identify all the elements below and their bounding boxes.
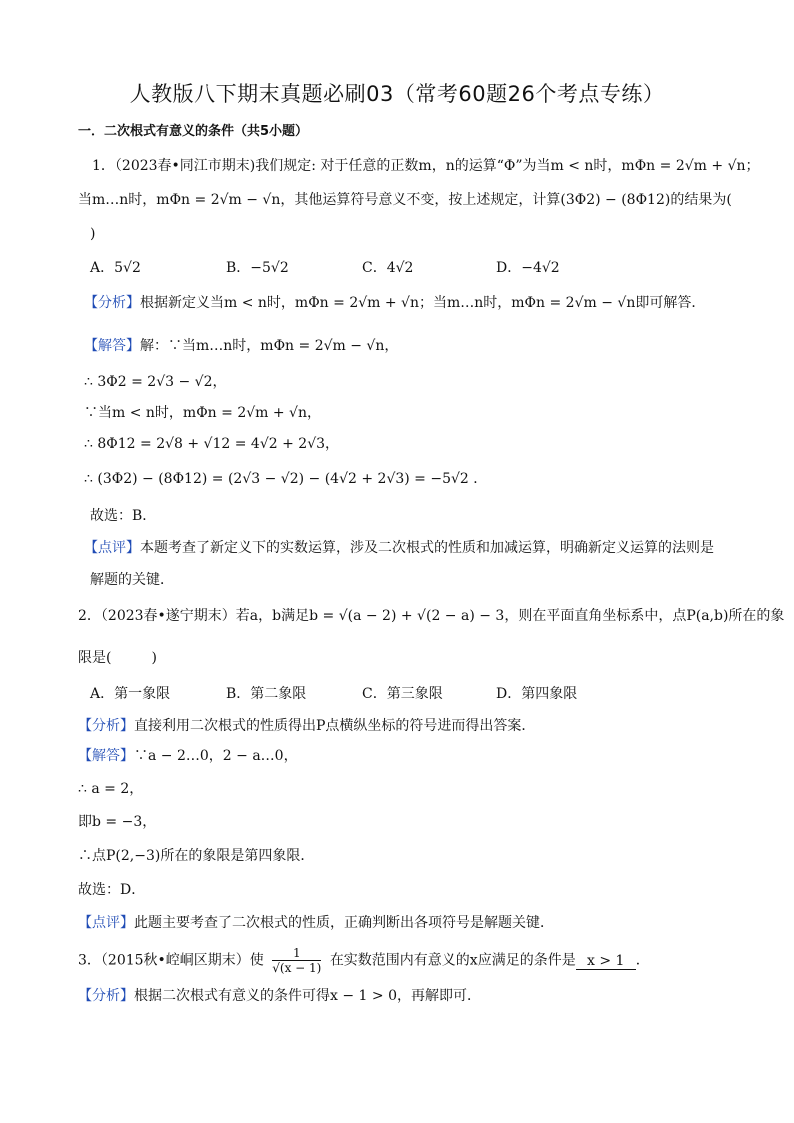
page-title: 人教版八下期末真题必刷03（常考60题26个考点专练）: [129, 82, 665, 106]
q2-analysis: [78, 716, 535, 736]
q2-solution-line4: ∴点P(2,−3)所在的象限是第四象限．: [78, 848, 315, 864]
q3-stem-end: ．: [635, 952, 650, 969]
q3-analysis: [78, 986, 481, 1006]
solution-tag: 【解答】: [84, 338, 140, 354]
q2-comment-text: 此题主要考查了二次根式的性质，正确判断出各项符号是解题关键．: [134, 915, 554, 931]
q2-option-a: A．第一象限: [90, 686, 171, 702]
analysis-tag: 【分析】: [78, 988, 134, 1004]
q1-stem-line1: 1．（2023春•同江市期末)我们规定: 对于任意的正数m，n的运算“Φ”为当m < n时，mΦn = 2√m + √n；: [92, 158, 760, 174]
q1-analysis-text: 根据新定义当m < n时，mΦn = 2√m + √n；当m…n时，mΦn = 2√m − √n即可解答．: [140, 295, 706, 311]
q3-stem-pre: 3．（2015秋•崆峒区期末）使: [78, 952, 264, 969]
q1-comment-line1: [84, 538, 714, 558]
comment-tag: 【点评】: [84, 540, 140, 556]
q3-stem-post: 在实数范围内有意义的x应满足的条件是: [329, 952, 576, 969]
comment-tag: 【点评】: [78, 915, 134, 931]
analysis-tag: 【分析】: [84, 295, 140, 311]
q3-answer-blank: x > 1: [576, 953, 636, 970]
q1-option-c: C．4√2: [362, 260, 414, 276]
q1-solution-line4: ∴ 8Φ12 = 2√8 + √12 = 4√2 + 2√3，: [84, 436, 340, 452]
q3-stem: [78, 946, 650, 975]
q2-stem-text: 限是(: [78, 650, 112, 666]
q3-fraction-denominator: √(x − 1): [272, 961, 322, 975]
q2-solution-text-1: ∵a − 2…0，2 − a…0，: [134, 748, 298, 764]
section-heading: 一．二次根式有意义的条件（共5小题）: [78, 124, 309, 139]
q3-fraction: [272, 946, 321, 975]
analysis-tag: 【分析】: [78, 718, 134, 734]
q1-solution-line2: ∴ 3Φ2 = 2√3 − √2，: [84, 374, 227, 390]
q2-option-b: B．第二象限: [226, 686, 307, 702]
q1-option-a: A．5√2: [90, 260, 141, 276]
q1-stem-line2: 当m…n时，mΦn = 2√m − √n，其他运算符号意义不变，按上述规定，计算(3Φ2) − (8Φ12)的结果为(: [78, 192, 732, 208]
q1-stem-line3: ): [90, 226, 96, 242]
solution-tag: 【解答】: [78, 748, 134, 764]
q2-solution-line1: [78, 746, 298, 766]
q1-comment-text: 本题考查了新定义下的实数运算，涉及二次根式的性质和加减运算，明确新定义运算的法则是: [140, 540, 714, 556]
q3-analysis-text: 根据二次根式有意义的条件可得x − 1 > 0，再解即可．: [134, 988, 481, 1004]
q2-solution-line2: ∴ a = 2，: [78, 781, 144, 797]
q2-analysis-text: 直接利用二次根式的性质得出P点横纵坐标的符号进而得出答案．: [134, 718, 536, 734]
q2-option-c: C．第三象限: [362, 686, 443, 702]
q2-option-d: D．第四象限: [496, 686, 578, 702]
q1-solution-text-1: 解：∵当m…n时，mΦn = 2√m − √n，: [140, 338, 399, 354]
q2-comment: [78, 913, 554, 933]
q3-fraction-numerator: 1: [272, 946, 321, 961]
q2-choice: 故选：D．: [78, 882, 146, 898]
q1-comment-line2: 解题的关键．: [90, 572, 174, 588]
q1-option-d: D．−4√2: [496, 260, 560, 276]
q1-analysis: [84, 293, 705, 313]
q2-stem-line1: 2．（2023春•遂宁期末）若a，b满足b = √(a − 2) + √(2 − a) − 3，则在平面直角坐标系中，点P(a,b)所在的象: [78, 608, 785, 624]
q1-solution-line5: ∴ (3Φ2) − (8Φ12) = (2√3 − √2) − (4√2 + 2√3) = −5√2 ．: [84, 471, 488, 487]
q2-solution-line3: 即b = −3，: [78, 814, 157, 830]
q1-solution-line3: ∵当m < n时，mΦn = 2√m + √n，: [84, 405, 321, 421]
q2-stem-line2: [78, 648, 157, 668]
q1-option-b: B．−5√2: [226, 260, 289, 276]
q1-choice: 故选：B．: [90, 508, 157, 524]
q2-stem-paren: ): [151, 650, 157, 666]
q1-solution-line1: [84, 336, 398, 356]
